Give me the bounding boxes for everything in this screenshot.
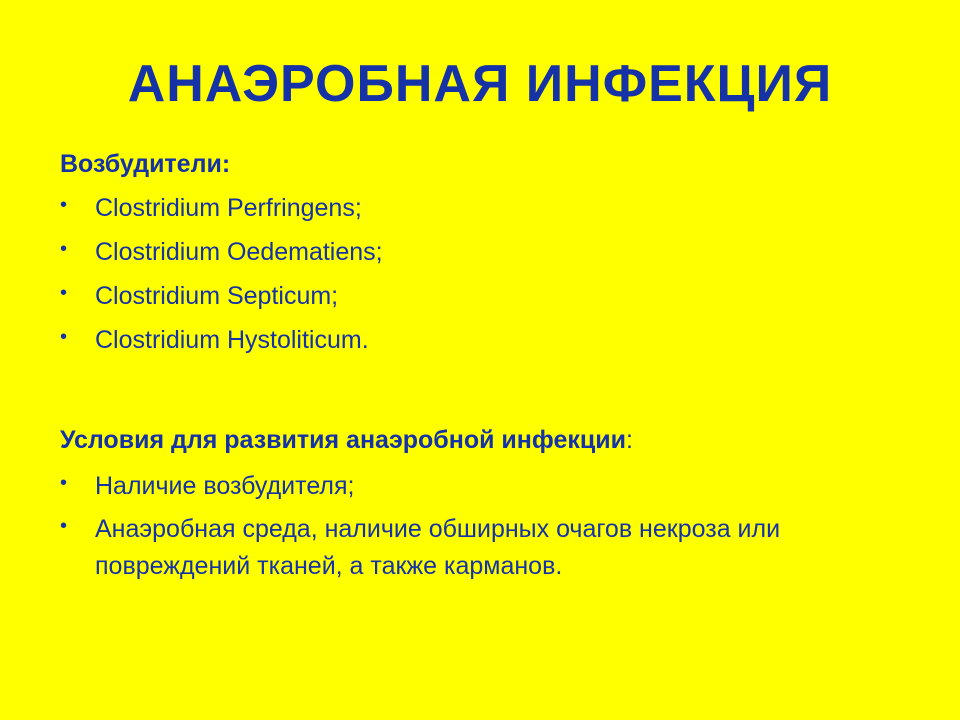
- list-item: [60, 190, 383, 226]
- pathogens-heading-text: Возбудители:: [60, 150, 231, 178]
- conditions-list: [60, 468, 925, 591]
- list-item-text: Наличие возбудителя;: [95, 472, 355, 500]
- slide-title: АНАЭРОБНАЯ ИНФЕКЦИЯ: [127, 55, 833, 113]
- pathogens-heading: [60, 152, 230, 177]
- bullet-icon: •: [60, 194, 68, 216]
- list-item-text: Clostridium Perfringens;: [95, 194, 362, 222]
- conditions-heading-colon: :: [625, 426, 633, 454]
- list-item-text: Clostridium Oedematiens;: [95, 238, 383, 266]
- list-item: [60, 322, 383, 358]
- list-item: [60, 234, 383, 270]
- list-item: [60, 468, 925, 505]
- list-item: [60, 278, 383, 314]
- bullet-icon: •: [60, 238, 68, 260]
- list-item: [60, 511, 925, 585]
- bullet-icon: •: [60, 282, 68, 304]
- bullet-icon: •: [60, 515, 68, 537]
- bullet-icon: •: [60, 472, 68, 494]
- list-item-text: Анаэробная среда, наличие обширных очагов некроза или повреждений тканей, а также карманов.: [95, 515, 781, 580]
- pathogens-list: [60, 190, 383, 366]
- bullet-icon: •: [60, 326, 68, 348]
- list-item-text: Clostridium Hystoliticum.: [95, 326, 369, 354]
- conditions-heading: [60, 428, 633, 453]
- list-item-text: Clostridium Septicum;: [95, 282, 339, 310]
- conditions-heading-text: Условия для развития анаэробной инфекции: [60, 426, 626, 454]
